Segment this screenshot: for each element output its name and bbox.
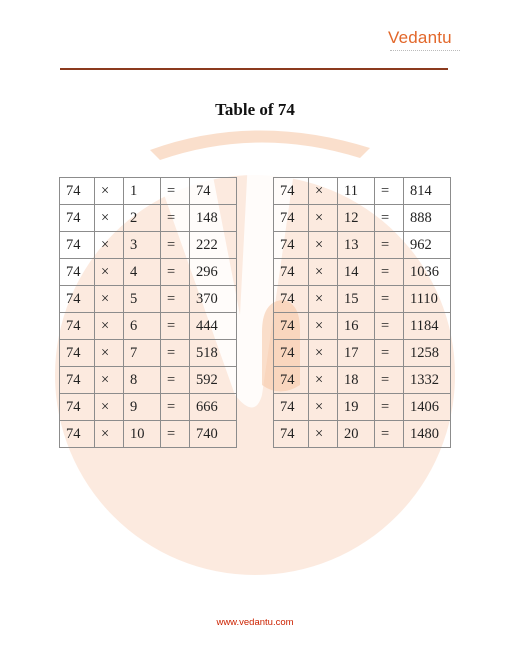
equals-sign-cell: =: [161, 205, 190, 232]
multiplicand-cell: 74: [60, 313, 95, 340]
times-sign-cell: ×: [309, 259, 338, 286]
multiplier-cell: 8: [124, 367, 161, 394]
multiplier-cell: 18: [338, 367, 375, 394]
table-row: [274, 232, 451, 259]
product-cell: 666: [190, 394, 237, 421]
multiplicand-cell: 74: [60, 421, 95, 448]
multiplicand-cell: 74: [60, 367, 95, 394]
multiplication-table-right: [273, 177, 451, 448]
product-cell: 814: [404, 178, 451, 205]
product-cell: 370: [190, 286, 237, 313]
times-sign-cell: ×: [95, 367, 124, 394]
times-sign-cell: ×: [95, 178, 124, 205]
multiplier-cell: 7: [124, 340, 161, 367]
times-sign-cell: ×: [309, 205, 338, 232]
multiplier-cell: 17: [338, 340, 375, 367]
multiplicand-cell: 74: [274, 367, 309, 394]
multiplier-cell: 9: [124, 394, 161, 421]
equals-sign-cell: =: [161, 313, 190, 340]
table-row: [60, 259, 237, 286]
table-row: [60, 205, 237, 232]
table-row: [274, 367, 451, 394]
product-cell: 74: [190, 178, 237, 205]
multiplicand-cell: 74: [274, 232, 309, 259]
multiplier-cell: 16: [338, 313, 375, 340]
product-cell: 962: [404, 232, 451, 259]
product-cell: 888: [404, 205, 451, 232]
multiplicand-cell: 74: [274, 178, 309, 205]
table-row: [274, 205, 451, 232]
equals-sign-cell: =: [161, 286, 190, 313]
product-cell: 1110: [404, 286, 451, 313]
product-cell: 740: [190, 421, 237, 448]
table-row: [274, 340, 451, 367]
multiplication-table-left: [59, 177, 237, 448]
equals-sign-cell: =: [161, 421, 190, 448]
multiplier-cell: 13: [338, 232, 375, 259]
multiplicand-cell: 74: [274, 394, 309, 421]
equals-sign-cell: =: [375, 340, 404, 367]
times-sign-cell: ×: [309, 421, 338, 448]
multiplier-cell: 1: [124, 178, 161, 205]
times-sign-cell: ×: [309, 313, 338, 340]
product-cell: 1332: [404, 367, 451, 394]
equals-sign-cell: =: [161, 232, 190, 259]
times-sign-cell: ×: [95, 394, 124, 421]
times-sign-cell: ×: [95, 313, 124, 340]
table-row: [274, 421, 451, 448]
multiplier-cell: 11: [338, 178, 375, 205]
product-cell: 222: [190, 232, 237, 259]
equals-sign-cell: =: [375, 232, 404, 259]
table-row: [274, 178, 451, 205]
product-cell: 148: [190, 205, 237, 232]
multiplicand-cell: 74: [274, 259, 309, 286]
times-sign-cell: ×: [95, 286, 124, 313]
multiplicand-cell: 74: [60, 178, 95, 205]
product-cell: 444: [190, 313, 237, 340]
table-row: [60, 286, 237, 313]
equals-sign-cell: =: [375, 259, 404, 286]
page-title: Table of 74: [215, 100, 295, 119]
equals-sign-cell: =: [161, 367, 190, 394]
multiplicand-cell: 74: [274, 313, 309, 340]
multiplier-cell: 2: [124, 205, 161, 232]
multiplicand-cell: 74: [274, 340, 309, 367]
times-sign-cell: ×: [309, 340, 338, 367]
table-row: [60, 367, 237, 394]
times-sign-cell: ×: [309, 178, 338, 205]
equals-sign-cell: =: [375, 421, 404, 448]
equals-sign-cell: =: [161, 178, 190, 205]
equals-sign-cell: =: [375, 205, 404, 232]
times-sign-cell: ×: [95, 421, 124, 448]
multiplicand-cell: 74: [274, 205, 309, 232]
multiplier-cell: 6: [124, 313, 161, 340]
times-sign-cell: ×: [95, 205, 124, 232]
multiplier-cell: 19: [338, 394, 375, 421]
equals-sign-cell: =: [161, 259, 190, 286]
multiplicand-cell: 74: [60, 286, 95, 313]
times-sign-cell: ×: [309, 394, 338, 421]
footer-url-link[interactable]: www.vedantu.com: [216, 617, 294, 628]
multiplier-cell: 3: [124, 232, 161, 259]
equals-sign-cell: =: [375, 394, 404, 421]
multiplier-cell: 12: [338, 205, 375, 232]
multiplicand-cell: 74: [274, 421, 309, 448]
multiplicand-cell: 74: [60, 394, 95, 421]
table-row: [60, 394, 237, 421]
multiplier-cell: 14: [338, 259, 375, 286]
table-row: [274, 313, 451, 340]
product-cell: 1036: [404, 259, 451, 286]
vedantu-logo[interactable]: [388, 28, 468, 62]
table-row: [60, 313, 237, 340]
multiplicand-cell: 74: [274, 286, 309, 313]
equals-sign-cell: =: [375, 178, 404, 205]
table-row: [60, 178, 237, 205]
multiplier-cell: 5: [124, 286, 161, 313]
product-cell: 1480: [404, 421, 451, 448]
table-row: [274, 259, 451, 286]
times-sign-cell: ×: [95, 340, 124, 367]
equals-sign-cell: =: [161, 340, 190, 367]
product-cell: 592: [190, 367, 237, 394]
multiplier-cell: 20: [338, 421, 375, 448]
logo-tagline-decoration: [390, 50, 460, 54]
header-divider: [60, 68, 448, 70]
multiplicand-cell: 74: [60, 340, 95, 367]
multiplier-cell: 4: [124, 259, 161, 286]
product-cell: 1406: [404, 394, 451, 421]
table-row: [60, 232, 237, 259]
table-row: [60, 340, 237, 367]
multiplicand-cell: 74: [60, 259, 95, 286]
multiplier-cell: 15: [338, 286, 375, 313]
product-cell: 1184: [404, 313, 451, 340]
logo-text: Vedantu: [388, 28, 452, 47]
product-cell: 1258: [404, 340, 451, 367]
product-cell: 296: [190, 259, 237, 286]
times-sign-cell: ×: [95, 232, 124, 259]
table-row: [274, 286, 451, 313]
times-sign-cell: ×: [309, 232, 338, 259]
equals-sign-cell: =: [161, 394, 190, 421]
multiplicand-cell: 74: [60, 205, 95, 232]
product-cell: 518: [190, 340, 237, 367]
table-row: [274, 394, 451, 421]
multiplier-cell: 10: [124, 421, 161, 448]
times-sign-cell: ×: [309, 367, 338, 394]
equals-sign-cell: =: [375, 313, 404, 340]
times-sign-cell: ×: [309, 286, 338, 313]
times-sign-cell: ×: [95, 259, 124, 286]
table-row: [60, 421, 237, 448]
equals-sign-cell: =: [375, 367, 404, 394]
equals-sign-cell: =: [375, 286, 404, 313]
multiplicand-cell: 74: [60, 232, 95, 259]
